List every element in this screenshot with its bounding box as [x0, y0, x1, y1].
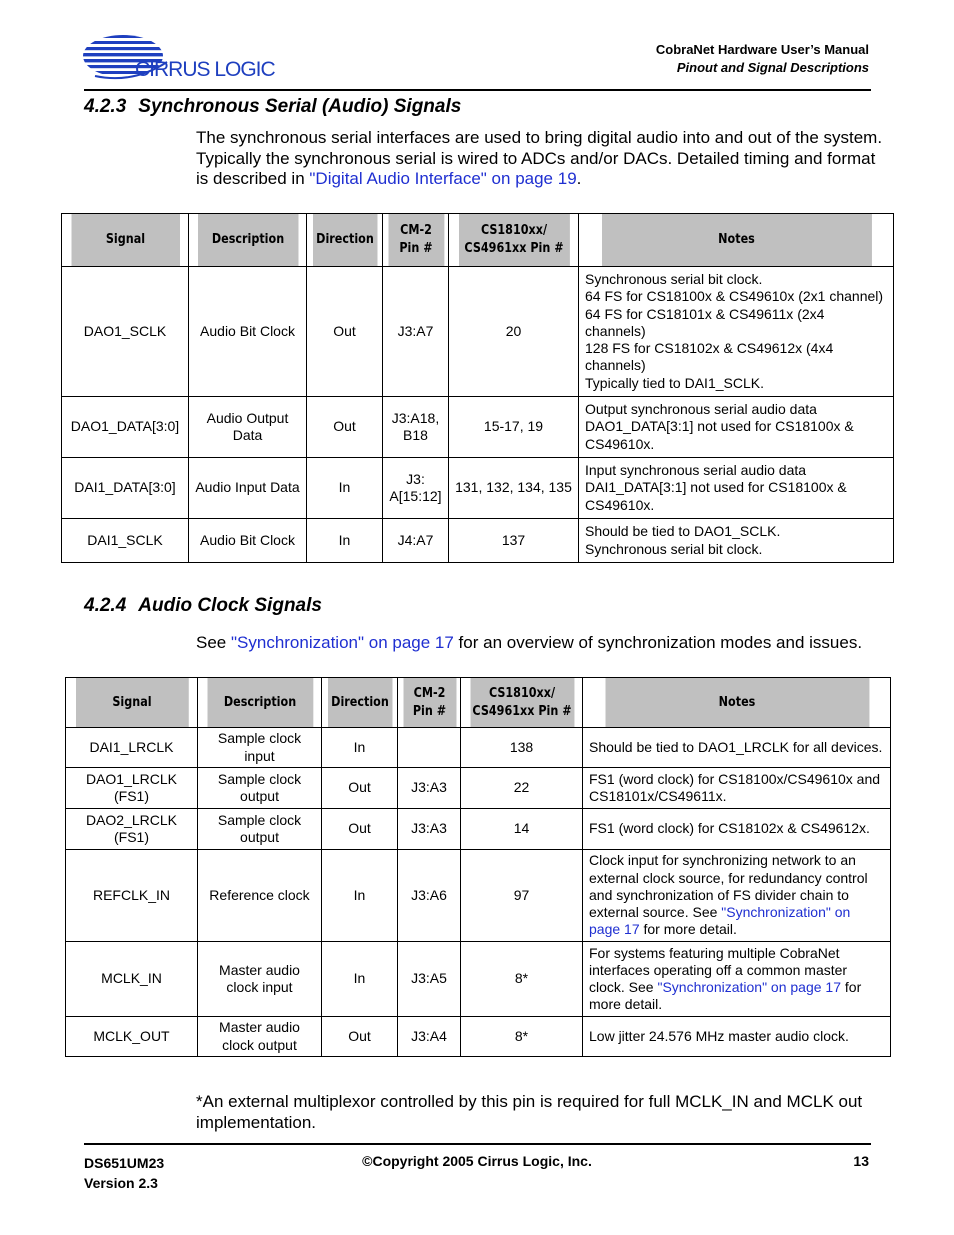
copyright: ©Copyright 2005 Cirrus Logic, Inc. [362, 1153, 592, 1169]
cm2-pin-cell [398, 728, 461, 768]
footnote: *An external multiplexor controlled by this pin is required for full MCLK_IN and MCLK out implementation. [196, 1092, 863, 1132]
direction-cell: In [322, 942, 398, 1017]
cs-pin-cell: 20 [449, 267, 579, 397]
paragraph-text: See [196, 633, 231, 652]
notes-cell [583, 728, 891, 768]
cs-pin-cell: 97 [461, 850, 583, 942]
direction-cell: In [322, 728, 398, 768]
notes-line: Input synchronous serial audio data [585, 462, 807, 479]
section-2-paragraph [196, 633, 896, 654]
notes-line: 128 FS for CS18102x & CS49612x (4x4 channels) [585, 340, 834, 374]
notes-text-end: for more detail. [589, 979, 862, 1013]
description-cell: Sample clock input [198, 728, 322, 768]
cs-pin-cell: 137 [449, 519, 579, 563]
digital-audio-interface-link[interactable]: "Digital Audio Interface" on page 19 [309, 169, 577, 188]
synchronization-link[interactable]: "Synchronization" on page 17 [657, 979, 841, 995]
audio-clock-signals-table [65, 677, 891, 1057]
running-header [656, 41, 869, 77]
table-row [62, 397, 894, 458]
page-number: 13 [853, 1153, 869, 1169]
notes-cell [583, 850, 891, 942]
table-row [62, 519, 894, 563]
cs-pin-cell: 22 [461, 768, 583, 809]
notes-line: Output synchronous serial audio data [585, 401, 817, 418]
notes-cell [583, 809, 891, 850]
notes-text: For systems featuring multiple CobraNet interfaces operating off a common master clock. See [589, 944, 848, 995]
section-number: 4.2.3 [84, 96, 127, 117]
description-cell: Audio Output Data [189, 397, 307, 458]
notes-line: Typically tied to DAI1_SCLK. [585, 374, 764, 391]
direction-cell: Out [322, 768, 398, 809]
cm2-pin-cell: J3:A4 [398, 1017, 461, 1057]
description-cell: Sample clock output [198, 768, 322, 809]
description-cell: Audio Bit Clock [189, 519, 307, 563]
signal-cell: MCLK_IN [66, 942, 198, 1017]
description-cell: Master audio clock output [198, 1017, 322, 1057]
cm2-pin-cell: J3:A5 [398, 942, 461, 1017]
cm2-pin-cell: J3:A18, B18 [383, 397, 449, 458]
direction-cell: Out [307, 267, 383, 397]
description-cell: Audio Bit Clock [189, 267, 307, 397]
cm2-pin-cell: J3:A3 [398, 768, 461, 809]
direction-cell: In [322, 850, 398, 942]
signal-cell: MCLK_OUT [66, 1017, 198, 1057]
cm2-pin-cell: J3:A3 [398, 809, 461, 850]
cirrus-logic-logo [83, 32, 298, 82]
notes-cell [583, 768, 891, 809]
notes-line: Should be tied to DAO1_SCLK. [585, 523, 781, 540]
synchronization-link[interactable]: "Synchronization" on page 17 [230, 633, 454, 652]
notes-cell [579, 267, 894, 397]
signal-cell: DAI1_DATA[3:0] [62, 458, 189, 519]
column-header: Direction [312, 214, 377, 267]
notes-line: 64 FS for CS18100x & CS49610x (2x1 channel) [585, 288, 884, 305]
notes-text: Should be tied to DAO1_LRCLK for all devices. [589, 738, 883, 755]
column-header: CM-2 Pin # [387, 214, 444, 267]
notes-line: DAI1_DATA[3:1] not used for CS18100x & CS49610x. [585, 479, 847, 513]
description-cell: Master audio clock input [198, 942, 322, 1017]
logo-text: CIRRUS LOGIC [135, 58, 275, 81]
description-cell: Audio Input Data [189, 458, 307, 519]
notes-text-end: for more detail. [639, 921, 737, 938]
notes-cell [579, 519, 894, 563]
column-header: Notes [601, 214, 872, 267]
signal-cell: DAO2_LRCLK (FS1) [66, 809, 198, 850]
doc-version: Version 2.3 [84, 1175, 158, 1191]
paragraph-text-end: for an overview of synchronization modes and issues. [453, 633, 863, 652]
header-rule [84, 89, 871, 91]
signal-cell: DAO1_DATA[3:0] [62, 397, 189, 458]
notes-cell [579, 397, 894, 458]
direction-cell: In [307, 519, 383, 563]
synchronous-serial-signals-table [61, 213, 894, 563]
column-header: Direction [327, 678, 392, 728]
cs-pin-cell: 131, 132, 134, 135 [449, 458, 579, 519]
column-header: CS1810xx/ CS4961xx Pin # [469, 678, 574, 728]
table-row [62, 267, 894, 397]
notes-line: DAO1_DATA[3:1] not used for CS18100x & CS49610x. [585, 418, 854, 452]
section-heading-4-2-3 [84, 96, 461, 118]
signal-cell: DAI1_SCLK [62, 519, 189, 563]
doc-id: DS651UM23 [84, 1155, 165, 1171]
cs-pin-cell: 14 [461, 809, 583, 850]
column-header: Signal [70, 214, 179, 267]
signal-cell: REFCLK_IN [66, 850, 198, 942]
column-header: Description [197, 214, 298, 267]
section-title: Synchronous Serial (Audio) Signals [138, 96, 462, 117]
table-row [62, 458, 894, 519]
manual-title: CobraNet Hardware User’s Manual [655, 42, 869, 57]
section-heading-4-2-4 [84, 595, 322, 617]
notes-cell [583, 942, 891, 1017]
notes-line: 64 FS for CS18101x & CS49611x (2x4 channels) [585, 305, 825, 339]
description-cell: Sample clock output [198, 809, 322, 850]
notes-text: FS1 (word clock) for CS18100x/CS49610x and CS18101x/CS49611x. [589, 770, 881, 804]
notes-text: Low jitter 24.576 MHz master audio clock. [589, 1027, 849, 1044]
section-1-paragraph [196, 128, 886, 190]
cm2-pin-cell: J3: A[15:12] [383, 458, 449, 519]
section-number: 4.2.4 [84, 595, 127, 616]
table-row [66, 1017, 891, 1057]
cs-pin-cell: 8* [461, 942, 583, 1017]
table-row [66, 768, 891, 809]
direction-cell: Out [322, 1017, 398, 1057]
paragraph-text: The synchronous serial interfaces are used to bring digital audio into and out of the system. Typically the synchronous serial is wired to ADCs and/or DACs. Detailed timing and format is described in [196, 128, 883, 188]
notes-line: Synchronous serial bit clock. [585, 540, 763, 557]
header-section-title: Pinout and Signal Descriptions [676, 60, 869, 75]
notes-cell [583, 1017, 891, 1057]
table-row [66, 942, 891, 1017]
notes-line: Synchronous serial bit clock. [585, 271, 763, 288]
section-title: Audio Clock Signals [138, 595, 322, 616]
cs-pin-cell: 138 [461, 728, 583, 768]
table-row [66, 809, 891, 850]
column-header: CM-2 Pin # [402, 678, 456, 728]
table-header-row [66, 678, 891, 728]
paragraph-text-end: . [576, 169, 582, 188]
notes-text: Clock input for synchronizing network to an external clock source, for redundancy control and synchronization of FS divider chain to external source. See [589, 852, 868, 921]
table-header-row [62, 214, 894, 267]
cs-pin-cell: 15-17, 19 [449, 397, 579, 458]
column-header: Description [206, 678, 313, 728]
cm2-pin-cell: J3:A7 [383, 267, 449, 397]
column-header: Notes [604, 678, 869, 728]
notes-text: FS1 (word clock) for CS18102x & CS49612x. [589, 820, 870, 837]
direction-cell: Out [322, 809, 398, 850]
cs-pin-cell: 8* [461, 1017, 583, 1057]
signal-cell: DAO1_SCLK [62, 267, 189, 397]
description-cell: Reference clock [198, 850, 322, 942]
synchronization-link[interactable]: "Synchronization" on page 17 [589, 904, 851, 938]
column-header: Signal [75, 678, 189, 728]
cm2-pin-cell: J4:A7 [383, 519, 449, 563]
column-header: CS1810xx/ CS4961xx Pin # [458, 214, 570, 267]
direction-cell: Out [307, 397, 383, 458]
footer-rule [84, 1143, 871, 1145]
signal-cell: DAI1_LRCLK [66, 728, 198, 768]
table-row [66, 728, 891, 768]
cm2-pin-cell: J3:A6 [398, 850, 461, 942]
notes-cell [579, 458, 894, 519]
table-row [66, 850, 891, 942]
direction-cell: In [307, 458, 383, 519]
signal-cell: DAO1_LRCLK (FS1) [66, 768, 198, 809]
